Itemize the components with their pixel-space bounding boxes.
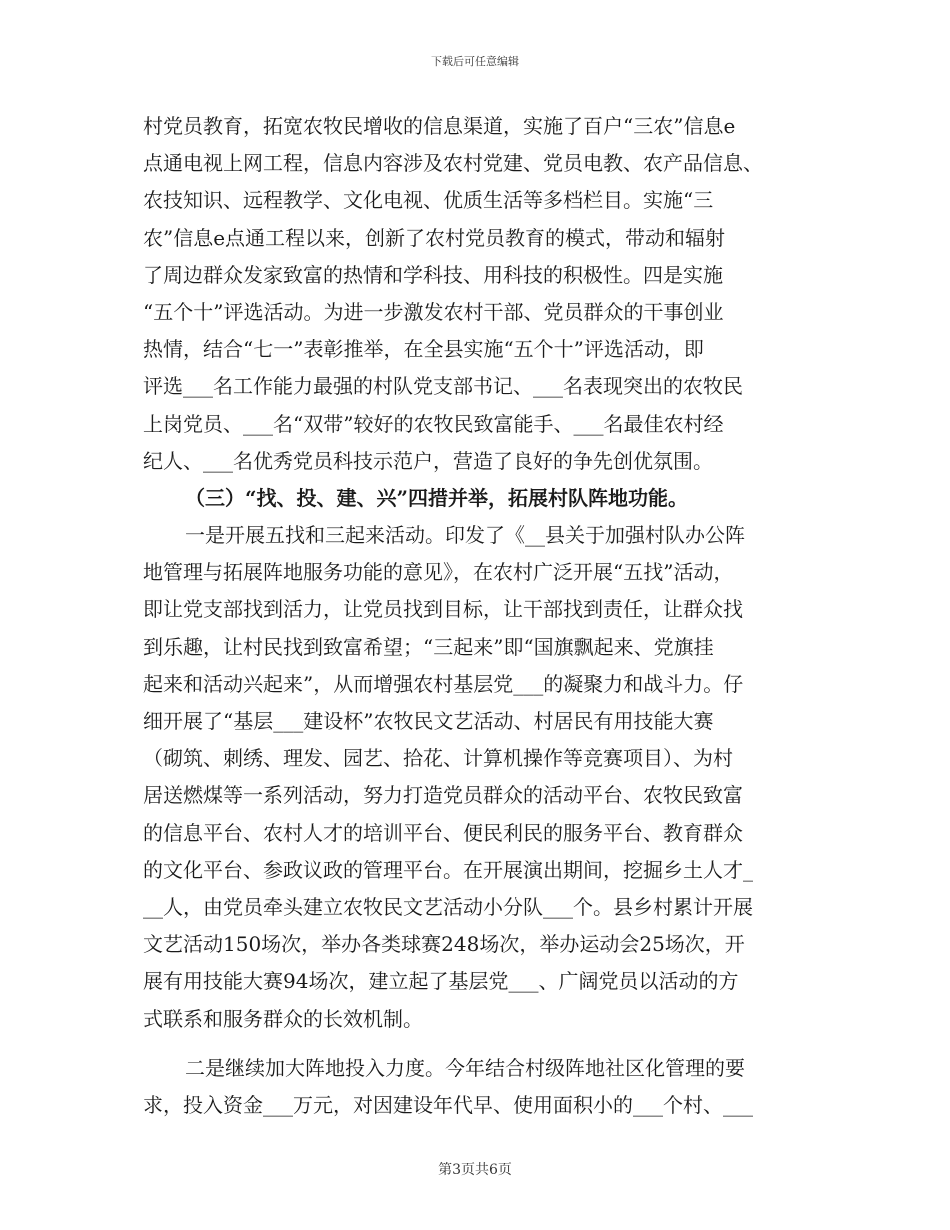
text-line: 农”信息e点通工程以来，创新了农村党员教育的模式，带动和辐射 [143,225,726,250]
page-footer: 第3页共6页 [438,1162,512,1178]
text-line: 热情，结合“七一”表彰推举，在全县实施“五个十”评选活动，即 [143,337,704,362]
text-line: 到乐趣，让村民找到致富希望；“三起来”即“国旗飘起来、党旗挂 [143,634,714,659]
paragraph-spacer [143,1038,808,1050]
text-line: 的文化平台、参政议政的管理平台。在开展演出期间，挖掘乡土人才_ [143,857,753,882]
text-line: 评选___名工作能力最强的村队党支部书记、___名表现突出的农牧民 [143,374,743,399]
text-line: 展有用技能大赛94场次，建立起了基层党___、广阔党员以活动的方 [143,969,739,994]
text-line: 地管理与拓展阵地服务功能的意见》，在农村广泛开展“五找”活动， [143,560,734,585]
text-line: 了周边群众发家致富的热情和学科技、用科技的积极性。四是实施 [143,262,723,287]
text-line: 一是开展五找和三起来活动。印发了《__县关于加强村队办公阵 [185,523,745,548]
text-line: 文艺活动150场次，举办各类球赛248场次，举办运动会25场次，开 [143,932,745,957]
text-line: 居送燃煤等一系列活动，努力打造党员群众的活动平台、农牧民致富 [143,783,743,808]
text-line: 村党员教育，拓宽农牧民增收的信息渠道，实施了百户“三农”信息e [143,114,736,138]
document-body [143,108,808,1124]
text-line: 起来和活动兴起来”，从而增强农村基层党___的凝聚力和战斗力。仔 [143,671,744,696]
page-header: 下载后可任意编辑 [431,55,519,68]
text-line: 即让党支部找到活力，让党员找到目标，让干部找到责任，让群众找 [143,597,743,622]
text-line: __人，由党员牵头建立农牧民文艺活动小分队___个。县乡村累计开展 [143,894,753,919]
section-heading: （三）“找、投、建、兴”四措并举，拓展村队阵地功能。 [185,485,689,510]
text-line: 式联系和服务群众的长效机制。 [143,1006,423,1031]
text-line: 的信息平台、农村人才的培训平台、便民利民的服务平台、教育群众 [143,820,743,845]
text-line: 二是继续加大阵地投入力度。今年结合村级阵地社区化管理的要 [185,1055,745,1080]
text-line: 细开展了“基层___建设杯”农牧民文艺活动、村居民有用技能大赛 [143,709,714,733]
text-line: （砌筑、刺绣、理发、园艺、拾花、计算机操作等竞赛项目）、为村 [143,746,733,771]
text-line: 点通电视上网工程，信息内容涉及农村党建、党员电教、农产品信息、 [143,151,763,176]
text-line: 农技知识、远程教学、文化电视、优质生活等多档栏目。实施“三 [143,188,714,213]
text-line: 求，投入资金___万元，对因建设年代早、使用面积小的___个村、___ [143,1092,753,1117]
text-line: 纪人、___名优秀党员科技示范户，营造了良好的争先创优氛围。 [143,448,713,473]
text-line: “五个十”评选活动。为进一步激发农村干部、党员群众的干事创业 [143,299,724,324]
text-line: 上岗党员、___名“双带”较好的农牧民致富能手、___名最佳农村经 [143,411,724,436]
